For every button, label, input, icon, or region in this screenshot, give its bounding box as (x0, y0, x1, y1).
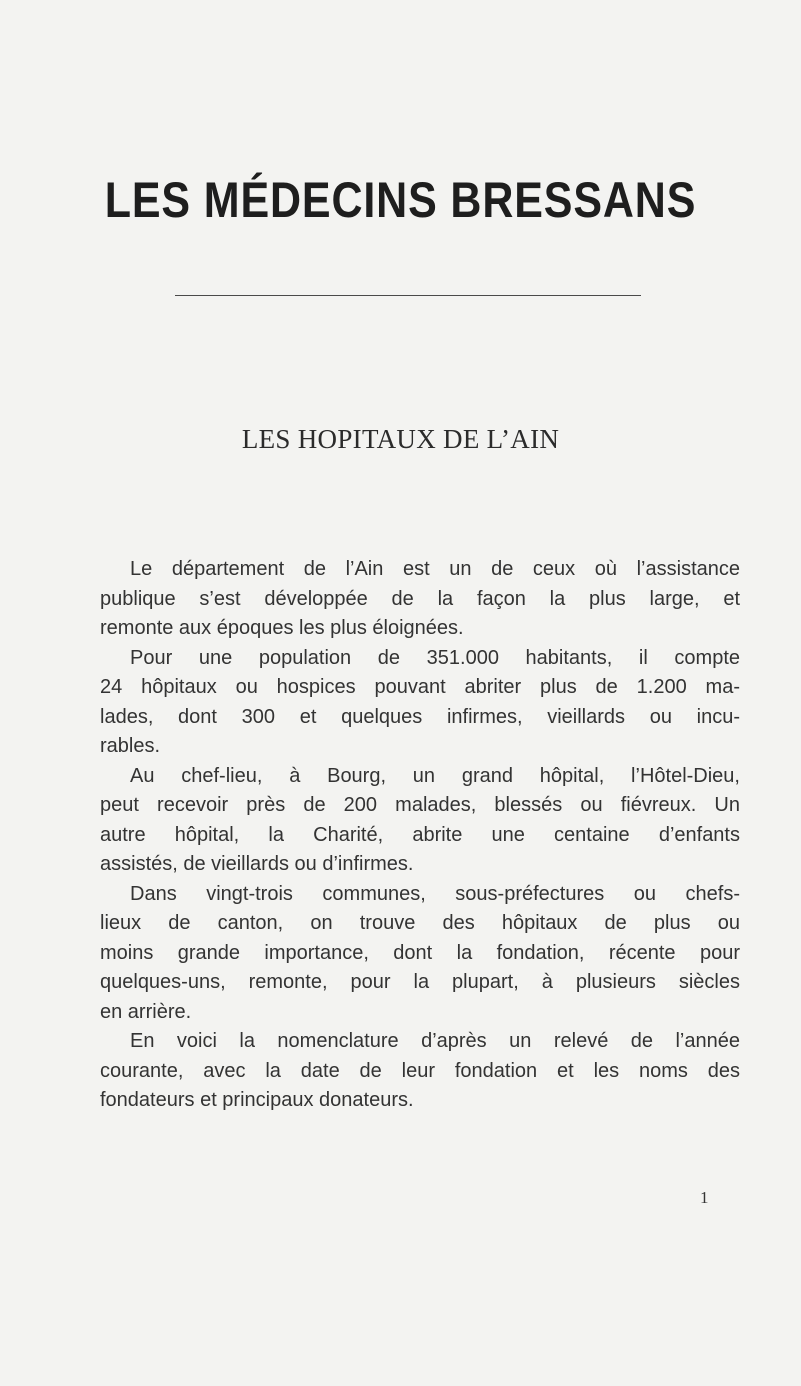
section-heading: LES HOPITAUX DE L’AIN (241, 424, 560, 454)
text-line: peut recevoir près de 200 malades, blessés ou fiévreux. Un (100, 794, 740, 816)
text-line: Dans vingt-trois communes, sous-préfectures ou chefs- (130, 882, 740, 905)
text-line: Pour une population de 351.000 habitants, il compte (130, 646, 740, 669)
book-title: LES MÉDECINS BRESSANS (104, 172, 697, 228)
text-line: fondateurs et principaux donateurs. (100, 1089, 414, 1111)
body-text (100, 555, 740, 1116)
title-rule (175, 295, 641, 296)
text-line: lieux de canton, on trouve des hôpitaux de plus ou (100, 912, 740, 934)
text-line: Au chef-lieu, à Bourg, un grand hôpital, l’Hôtel-Dieu, (130, 764, 740, 787)
text-line: moins grande importance, dont la fondation, récente pour (100, 941, 740, 964)
text-line: 24 hôpitaux ou hospices pouvant abriter plus de 1.200 ma- (100, 676, 740, 698)
page-number: 1 (700, 1188, 709, 1207)
text-line: rables. (100, 735, 161, 757)
text-line: Le département de l’Ain est un de ceux où l’assistance (130, 558, 740, 580)
text-line: courante, avec la date de leur fondation et les noms des (100, 1059, 740, 1082)
text-line: quelques-uns, remonte, pour la plupart, à plusieurs siècles (100, 971, 740, 993)
text-line: remonte aux époques les plus éloignées. (100, 617, 464, 639)
text-line: autre hôpital, la Charité, abrite une centaine d’enfants (100, 823, 740, 846)
text-line: lades, dont 300 et quelques infirmes, vieillards ou incu- (100, 705, 740, 728)
text-line: publique s’est développée de la façon la plus large, et (100, 587, 740, 610)
text-line: en arrière. (100, 1000, 192, 1023)
text-line: assistés, de vieillards ou d’infirmes. (100, 853, 414, 875)
text-line: En voici la nomenclature d’après un relevé de l’année (130, 1030, 740, 1052)
